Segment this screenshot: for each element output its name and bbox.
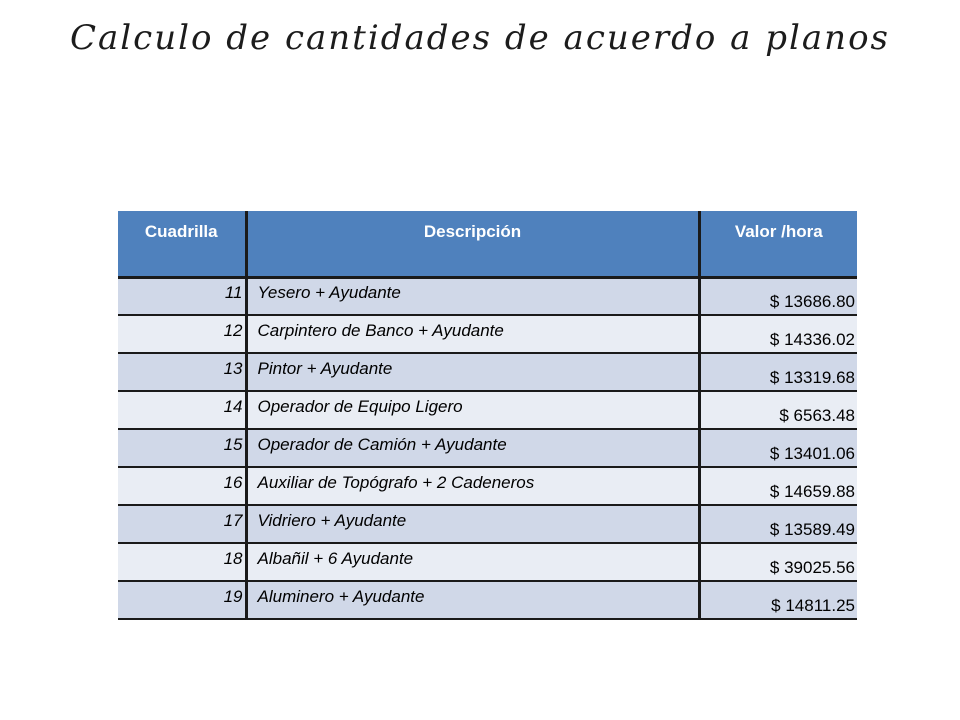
cuadrilla-description: Pintor + Ayudante bbox=[246, 353, 699, 391]
cuadrilla-value: $ 13401.06 bbox=[699, 429, 857, 467]
cuadrilla-value: $ 14659.88 bbox=[699, 467, 857, 505]
cuadrilla-number: 13 bbox=[118, 353, 246, 391]
table-row bbox=[118, 505, 857, 543]
cuadrilla-number: 16 bbox=[118, 467, 246, 505]
table-header-row bbox=[118, 211, 857, 277]
table-row bbox=[118, 467, 857, 505]
page-title: Calculo de cantidades de acuerdo a planos bbox=[70, 18, 890, 58]
cuadrilla-number: 11 bbox=[118, 277, 246, 315]
cuadrilla-description: Vidriero + Ayudante bbox=[246, 505, 699, 543]
cuadrillas-table bbox=[118, 211, 857, 620]
cuadrilla-value: $ 13686.80 bbox=[699, 277, 857, 315]
cuadrilla-number: 19 bbox=[118, 581, 246, 619]
cuadrilla-description: Yesero + Ayudante bbox=[246, 277, 699, 315]
header-cuadrilla: Cuadrilla bbox=[118, 211, 246, 277]
header-descripcion: Descripción bbox=[246, 211, 699, 277]
table-row bbox=[118, 543, 857, 581]
cuadrilla-value: $ 6563.48 bbox=[699, 391, 857, 429]
header-valor: Valor /hora bbox=[699, 211, 857, 277]
cuadrilla-description: Carpintero de Banco + Ayudante bbox=[246, 315, 699, 353]
cuadrilla-description: Auxiliar de Topógrafo + 2 Cadeneros bbox=[246, 467, 699, 505]
cuadrilla-number: 18 bbox=[118, 543, 246, 581]
cuadrilla-value: $ 13589.49 bbox=[699, 505, 857, 543]
cuadrilla-description: Albañil + 6 Ayudante bbox=[246, 543, 699, 581]
cuadrilla-description: Aluminero + Ayudante bbox=[246, 581, 699, 619]
cuadrilla-description: Operador de Camión + Ayudante bbox=[246, 429, 699, 467]
cuadrilla-number: 15 bbox=[118, 429, 246, 467]
cuadrilla-description: Operador de Equipo Ligero bbox=[246, 391, 699, 429]
table-row bbox=[118, 581, 857, 619]
table-row bbox=[118, 315, 857, 353]
table-row bbox=[118, 277, 857, 315]
cuadrilla-number: 14 bbox=[118, 391, 246, 429]
cuadrilla-value: $ 39025.56 bbox=[699, 543, 857, 581]
cuadrilla-number: 17 bbox=[118, 505, 246, 543]
table-row bbox=[118, 429, 857, 467]
cuadrilla-value: $ 14336.02 bbox=[699, 315, 857, 353]
table-row bbox=[118, 391, 857, 429]
cuadrilla-value: $ 14811.25 bbox=[699, 581, 857, 619]
cuadrilla-number: 12 bbox=[118, 315, 246, 353]
table-row bbox=[118, 353, 857, 391]
cuadrilla-value: $ 13319.68 bbox=[699, 353, 857, 391]
